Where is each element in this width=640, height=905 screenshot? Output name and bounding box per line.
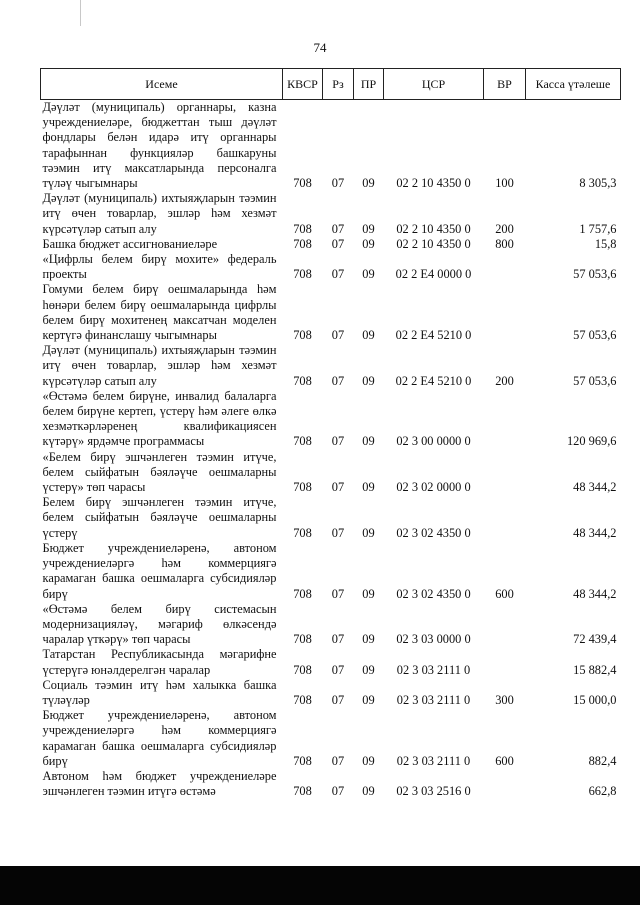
cell-rz: 07 (331, 692, 345, 707)
scan-artifact-line (80, 0, 81, 26)
cell-name: Дәүләт (муниципаль) ихтыяҗларын тәэмин итү өчен товарлар, эшләр һәм хезмәт күрсәтүләр сатып алу (42, 191, 277, 236)
cell-vr (484, 252, 526, 282)
cell-kvsr: 708 (293, 784, 312, 799)
cell-vr: 200 (495, 373, 514, 388)
cell-name: «Белем бирү эшчәнлеген тәэмин итүче, белем сыйфатын бәяләүче оешмаларны үстерү» төп чарасы (42, 449, 277, 495)
table-row (41, 343, 621, 389)
cell-kvsr: 708 (293, 328, 312, 343)
cell-pr: 09 (362, 480, 375, 495)
table-row (41, 602, 621, 648)
cell-amount: 57 053,6 (573, 267, 617, 282)
cell-amount: 120 969,6 (566, 434, 617, 449)
cell-vr (484, 769, 526, 799)
cell-amount: 57 053,6 (573, 328, 617, 343)
cell-pr: 09 (362, 662, 375, 677)
cell-amount: 48 344,2 (573, 525, 617, 540)
cell-vr: 600 (495, 586, 514, 601)
cell-pr: 09 (362, 221, 375, 236)
table-row (41, 282, 621, 343)
cell-amount: 72 439,4 (573, 632, 617, 647)
cell-vr: 600 (495, 753, 514, 768)
cell-kvsr: 708 (293, 221, 312, 236)
cell-rz: 07 (331, 525, 345, 540)
cell-csr: 02 3 03 2516 0 (396, 784, 471, 799)
cell-kvsr: 708 (293, 632, 312, 647)
cell-rz: 07 (331, 632, 345, 647)
cell-name: Белем бирү эшчәнлеген тәэмин итүче, белем сыйфатын бәяләүче оешмаларны үстерү (42, 495, 277, 540)
cell-amount: 662,8 (588, 784, 617, 799)
table-body (41, 100, 621, 800)
cell-kvsr: 708 (293, 267, 312, 282)
cell-pr: 09 (362, 328, 375, 343)
cell-rz: 07 (331, 434, 345, 449)
header-kvsr: КВСР (283, 69, 323, 100)
cell-kvsr: 708 (293, 434, 312, 449)
cell-name: Дәүләт (муниципаль) органнары, казна учреждениеләре, бюджеттан тыш дәүләт фондлары белән идарә итү органнары тарафыннан функцияләр башкаруны тәэмин итү максатларында персоналга түләү чыгымнары (42, 100, 277, 191)
cell-pr: 09 (362, 176, 375, 191)
table-row (41, 252, 621, 282)
cell-pr: 09 (362, 784, 375, 799)
table-header-row (41, 69, 621, 100)
cell-name: Социаль тәэмин итү һәм халыкка башка түләүләр (42, 677, 277, 707)
cell-kvsr: 708 (293, 236, 312, 251)
cell-name: Гомуми белем бирү оешмаларында һәм һөнәри белем бирү оешмаларында цифрлы белем бирү мохитенең максатчан моделен кертүгә финанслашу чыгымнары (42, 282, 277, 343)
cell-name: Автоном һәм бюджет учреждениеләре эшчәнлеген тәэмин итүгә өстәмә (42, 768, 277, 799)
cell-rz: 07 (331, 784, 345, 799)
cell-name: «Өстәмә белем бирү системасын модернизацияләү, мәгариф өлкәсендә чаралар үткәрү» төп чарасы (42, 601, 277, 647)
cell-kvsr: 708 (293, 662, 312, 677)
cell-csr: 02 2 E4 0000 0 (395, 267, 472, 282)
cell-vr: 100 (495, 176, 514, 191)
cell-pr: 09 (362, 525, 375, 540)
table-row (41, 389, 621, 450)
cell-name: Бюджет учреждениеләренә, автоном учреждениеләргә һәм коммерциягә карамаган башка оешмаларга субсидияләр бирү (42, 708, 277, 768)
cell-rz: 07 (331, 373, 345, 388)
cell-kvsr: 708 (293, 480, 312, 495)
cell-name: «Өстәмә белем бирүне, инвалид балаларга белем бирүне кертеп, үстерү һәм әлеге өлкә хезмәткәрләренең квалификациясен күтәрү» ярдәмче программасы (42, 388, 277, 449)
cell-vr (484, 282, 526, 343)
header-vr: ВР (484, 69, 526, 100)
table-row (41, 495, 621, 541)
table-row (41, 769, 621, 799)
cell-vr (484, 450, 526, 496)
cell-amount: 882,4 (588, 753, 617, 768)
cell-pr: 09 (362, 434, 375, 449)
cell-kvsr: 708 (293, 525, 312, 540)
header-kassa: Касса үтәлеше (526, 69, 621, 100)
cell-kvsr: 708 (293, 753, 312, 768)
cell-csr: 02 3 02 4350 0 (396, 586, 471, 601)
cell-amount: 48 344,2 (573, 586, 617, 601)
cell-rz: 07 (331, 662, 345, 677)
budget-table (40, 68, 621, 799)
cell-vr (484, 389, 526, 450)
table-row (41, 678, 621, 708)
cell-csr: 02 3 02 0000 0 (396, 480, 471, 495)
cell-kvsr: 708 (293, 586, 312, 601)
cell-csr: 02 2 E4 5210 0 (395, 373, 472, 388)
cell-amount: 57 053,6 (573, 373, 617, 388)
cell-amount: 15 000,0 (573, 692, 617, 707)
cell-amount: 1 757,6 (579, 221, 617, 236)
cell-amount: 15,8 (594, 236, 617, 251)
cell-rz: 07 (331, 221, 345, 236)
cell-csr: 02 2 E4 5210 0 (395, 328, 472, 343)
cell-pr: 09 (362, 632, 375, 647)
table-row (41, 708, 621, 769)
cell-rz: 07 (331, 480, 345, 495)
cell-vr (484, 647, 526, 677)
cell-kvsr: 708 (293, 373, 312, 388)
cell-vr: 300 (495, 692, 514, 707)
table-row (41, 450, 621, 496)
cell-vr: 200 (495, 221, 514, 236)
cell-name: Дәүләт (муниципаль) ихтыяҗларын тәэмин итү өчен товарлар, эшләр һәм хезмәт күрсәтүләр сатып алу (42, 343, 277, 388)
cell-rz: 07 (331, 267, 345, 282)
cell-csr: 02 3 00 0000 0 (396, 434, 471, 449)
cell-amount: 8 305,3 (579, 176, 617, 191)
scan-bottom-edge (0, 866, 640, 905)
cell-name: «Цифрлы белем бирү мохите» федераль проекты (42, 252, 277, 282)
table-row (41, 237, 621, 252)
cell-pr: 09 (362, 236, 375, 251)
cell-csr: 02 3 03 2111 0 (396, 753, 471, 768)
cell-csr: 02 3 03 0000 0 (396, 632, 471, 647)
cell-rz: 07 (331, 586, 345, 601)
table-row (41, 647, 621, 677)
cell-rz: 07 (331, 328, 345, 343)
cell-name: Башка бюджет ассигнованиеләре (42, 236, 218, 251)
cell-vr (484, 495, 526, 541)
table-row (41, 191, 621, 237)
cell-pr: 09 (362, 753, 375, 768)
cell-rz: 07 (331, 753, 345, 768)
cell-vr: 800 (495, 236, 514, 251)
header-pr: ПР (354, 69, 384, 100)
page-number: 74 (313, 40, 327, 55)
cell-pr: 09 (362, 373, 375, 388)
cell-name: Бюджет учреждениеләренә, автоном учреждениеләргә һәм коммерциягә карамаган башка оешмаларга субсидияләр бирү (42, 540, 277, 601)
header-csr: ЦСР (384, 69, 484, 100)
cell-pr: 09 (362, 267, 375, 282)
cell-name: Татарстан Республикасында мәгарифне үстерүгә юнәлдерелгән чаралар (42, 647, 277, 677)
cell-vr (484, 602, 526, 648)
table-row (41, 100, 621, 192)
table-row (41, 541, 621, 602)
header-name: Исеме (41, 69, 283, 100)
cell-csr: 02 3 03 2111 0 (396, 692, 471, 707)
cell-amount: 48 344,2 (573, 480, 617, 495)
cell-pr: 09 (362, 692, 375, 707)
cell-csr: 02 3 02 4350 0 (396, 525, 471, 540)
cell-kvsr: 708 (293, 692, 312, 707)
cell-csr: 02 2 10 4350 0 (396, 176, 471, 191)
cell-csr: 02 2 10 4350 0 (396, 221, 471, 236)
cell-amount: 15 882,4 (573, 662, 617, 677)
cell-csr: 02 3 03 2111 0 (396, 662, 471, 677)
cell-rz: 07 (331, 176, 345, 191)
cell-csr: 02 2 10 4350 0 (396, 236, 471, 251)
cell-pr: 09 (362, 586, 375, 601)
cell-rz: 07 (331, 236, 345, 251)
header-rz: Рз (323, 69, 354, 100)
cell-kvsr: 708 (293, 176, 312, 191)
